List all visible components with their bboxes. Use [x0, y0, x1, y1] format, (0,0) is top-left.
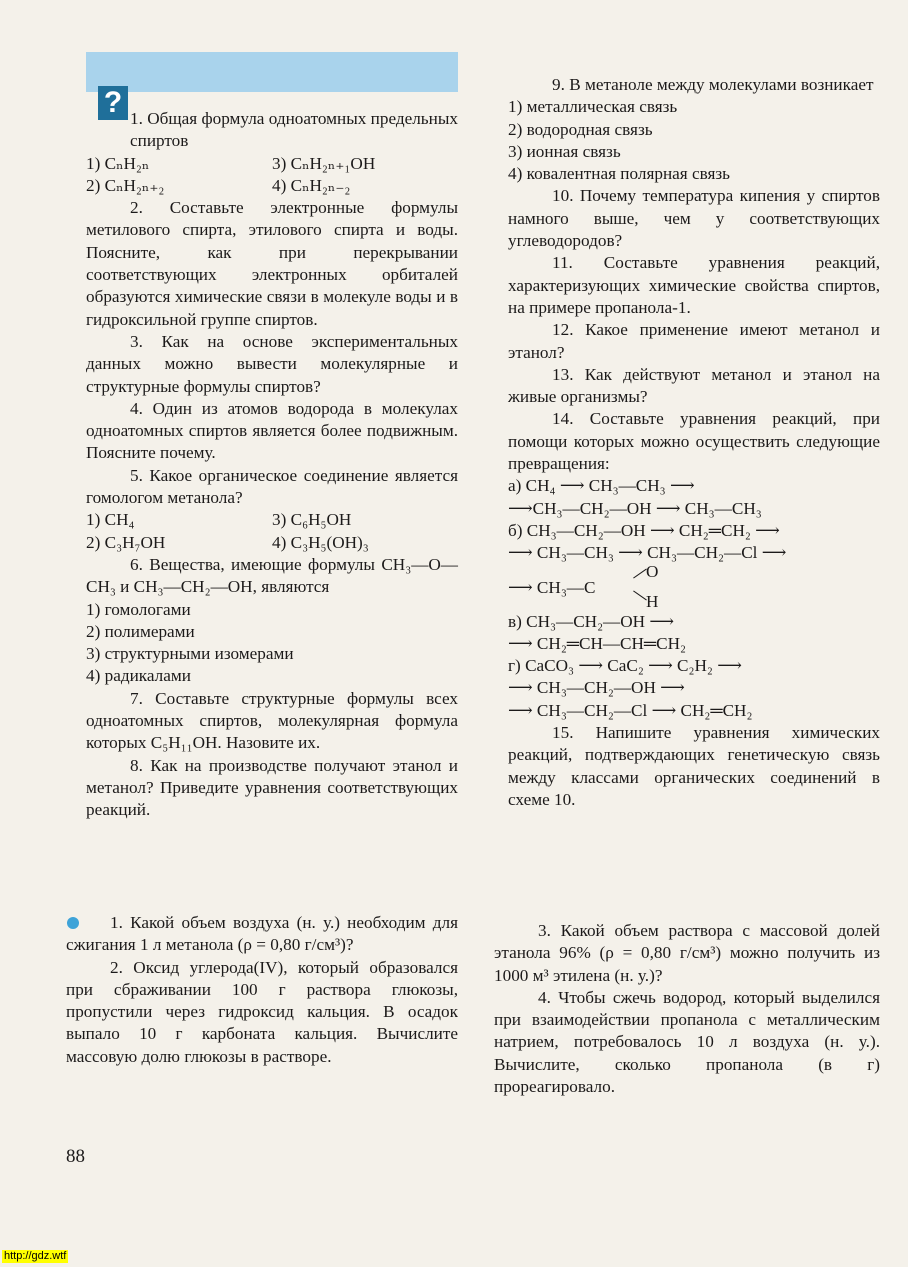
q1-option-3: 3) CₙH₂ₙ₊₁OH — [272, 153, 376, 173]
question-9: 9. В метаноле между молекулами возникает — [552, 75, 874, 94]
q5-options-row-1 — [86, 509, 458, 531]
problems-left — [66, 912, 458, 1068]
q5-option-1: 1) CH₄ — [86, 510, 135, 530]
aldehyde-formula — [508, 561, 880, 611]
q1-options-row-1 — [86, 153, 458, 175]
q1-options-row-2 — [86, 175, 458, 197]
q9-option-1: 1) металлическая связь — [508, 97, 678, 117]
chain-b-line-1: б) CH₃—CH₂—OH ⟶ CH₂═CH₂ ⟶ — [508, 520, 780, 540]
question-10: 10. Почему температура кипения у спиртов намного выше, чем у соответствующих углеводородов? — [508, 186, 880, 251]
chain-b-line-2: ⟶ CH₃—CH₃ ⟶ CH₃—CH₂—Cl ⟶ — [508, 543, 787, 563]
chain-a-line-1: а) CH₄ ⟶ CH₃—CH₃ ⟶ — [508, 476, 695, 496]
aldehyde-bond-lower — [633, 590, 647, 600]
q5-option-3: 3) C₆H₅OH — [272, 510, 352, 530]
question-13: 13. Как действуют метанол и этанол на живые организмы? — [508, 364, 880, 407]
right-column — [508, 74, 880, 811]
q9-option-4: 4) ковалентная полярная связь — [508, 164, 731, 184]
q5-options-row-2 — [86, 532, 458, 554]
question-8: 8. Как на производстве получают этанол и метанол? Приведите уравнения соответствующих реакций. — [86, 755, 458, 820]
question-5: 5. Какое органическое соединение является гомологом метанола? — [86, 465, 458, 508]
chain-g-line-2: ⟶ CH₃—CH₂—OH ⟶ — [508, 678, 685, 698]
q6-option-4: 4) радикалами — [86, 666, 191, 686]
chain-v-line-2: ⟶ CH₂═CH—CH═CH₂ — [508, 633, 686, 653]
problem-2: 2. Оксид углерода(IV), который образовался при сбраживании 100 г раствора глюкозы, пропустили через гидроксид кальция. В осадок выпало 10 г карбоната кальция. Вычислите массовую долю глюкозы в растворе. — [66, 957, 458, 1066]
q9-option-2: 2) водородная связь — [508, 119, 653, 139]
question-1: 1. Общая формула одноатомных предельных спиртов — [130, 109, 458, 151]
question-15: 15. Напишите уравнения химических реакций, подтверждающих генетическую связь между классами органических соединений в схеме 10. — [508, 723, 880, 809]
q1-option-1: 1) CₙH₂ₙ — [86, 153, 150, 173]
question-12: 12. Какое применение имеют метанол и этанол? — [508, 320, 880, 362]
page-number: 88 — [66, 1146, 85, 1167]
aldehyde-hydrogen: H — [646, 591, 659, 611]
watermark-link[interactable]: http://gdz.wtf — [4, 1250, 67, 1262]
left-column — [86, 108, 458, 822]
question-6: 6. Вещества, имеющие формулы CH₃—O—CH₃ и CH₃—CH₂—OH, являются — [86, 554, 458, 597]
question-4: 4. Один из атомов водорода в молекулах одноатомных спиртов является более подвижным. Поясните почему. — [86, 398, 458, 463]
problem-1: 1. Какой объем воздуха (н. у.) необходим для сжигания 1 л метанола (ρ = 0,80 г/см³)? — [66, 913, 458, 955]
chain-g-line-1: г) CaCO₃ ⟶ CaC₂ ⟶ C₂H₂ ⟶ — [508, 656, 742, 676]
aldehyde-bond-upper — [633, 568, 647, 578]
problem-3: 3. Какой объем раствора с массовой долей этанола 96% (ρ = 0,80 г/см³) можно получить из 1000 м³ этилена (н. у.)? — [494, 921, 880, 985]
chain-v-line-1: в) CH₃—CH₂—OH ⟶ — [508, 611, 675, 631]
q5-option-2: 2) C₃H₇OH — [86, 532, 166, 552]
problems-right — [494, 920, 880, 1098]
chain-a-line-2: ⟶CH₃—CH₂—OH ⟶ CH₃—CH₃ — [508, 498, 762, 518]
chain-g-line-3: ⟶ CH₃—CH₂—Cl ⟶ CH₂═CH₂ — [508, 700, 753, 720]
question-3: 3. Как на основе экспериментальных данных можно вывести молекулярные и структурные формулы спиртов? — [86, 331, 458, 396]
q5-option-4: 4) C₃H₅(OH)₃ — [272, 532, 369, 552]
q1-option-4: 4) CₙH₂ₙ₋₂ — [272, 175, 351, 195]
question-2: 2. Составьте электронные формулы метилового спирта, этилового спирта и воды. Поясните, как при перекрывании соответствующих электронных орбиталей образуются химические связи в молекуле воды и в гидроксильной группе спиртов. — [86, 198, 458, 329]
section-banner — [86, 52, 458, 92]
q9-option-3: 3) ионная связь — [508, 141, 621, 161]
question-11: 11. Составьте уравнения реакций, характеризующих химические свойства спиртов, на примере пропанола-1. — [508, 253, 880, 317]
q1-option-2: 2) CₙH₂ₙ₊₂ — [86, 175, 165, 195]
question-mark-icon: ? — [98, 86, 128, 120]
chain-b-line-3: ⟶ CH₃—C — [508, 577, 596, 597]
question-7: 7. Составьте структурные формулы всех одноатомных спиртов, молекулярная формула которых C₅H₁₁OH. Назовите их. — [86, 688, 458, 753]
question-14: 14. Составьте уравнения реакций, при помощи которых можно осуществить следующие превращения: — [508, 409, 880, 474]
q6-option-2: 2) полимерами — [86, 621, 195, 641]
aldehyde-oxygen: O — [646, 561, 659, 581]
q6-option-3: 3) структурными изомерами — [86, 644, 294, 664]
q6-option-1: 1) гомологами — [86, 599, 191, 619]
problem-4: 4. Чтобы сжечь водород, который выделился при взаимодействии пропанола с металлическим натрием, потребовалось 10 л воздуха (н. у.). Вычислите, сколько пропанола (в г) прореагировало. — [494, 987, 880, 1097]
